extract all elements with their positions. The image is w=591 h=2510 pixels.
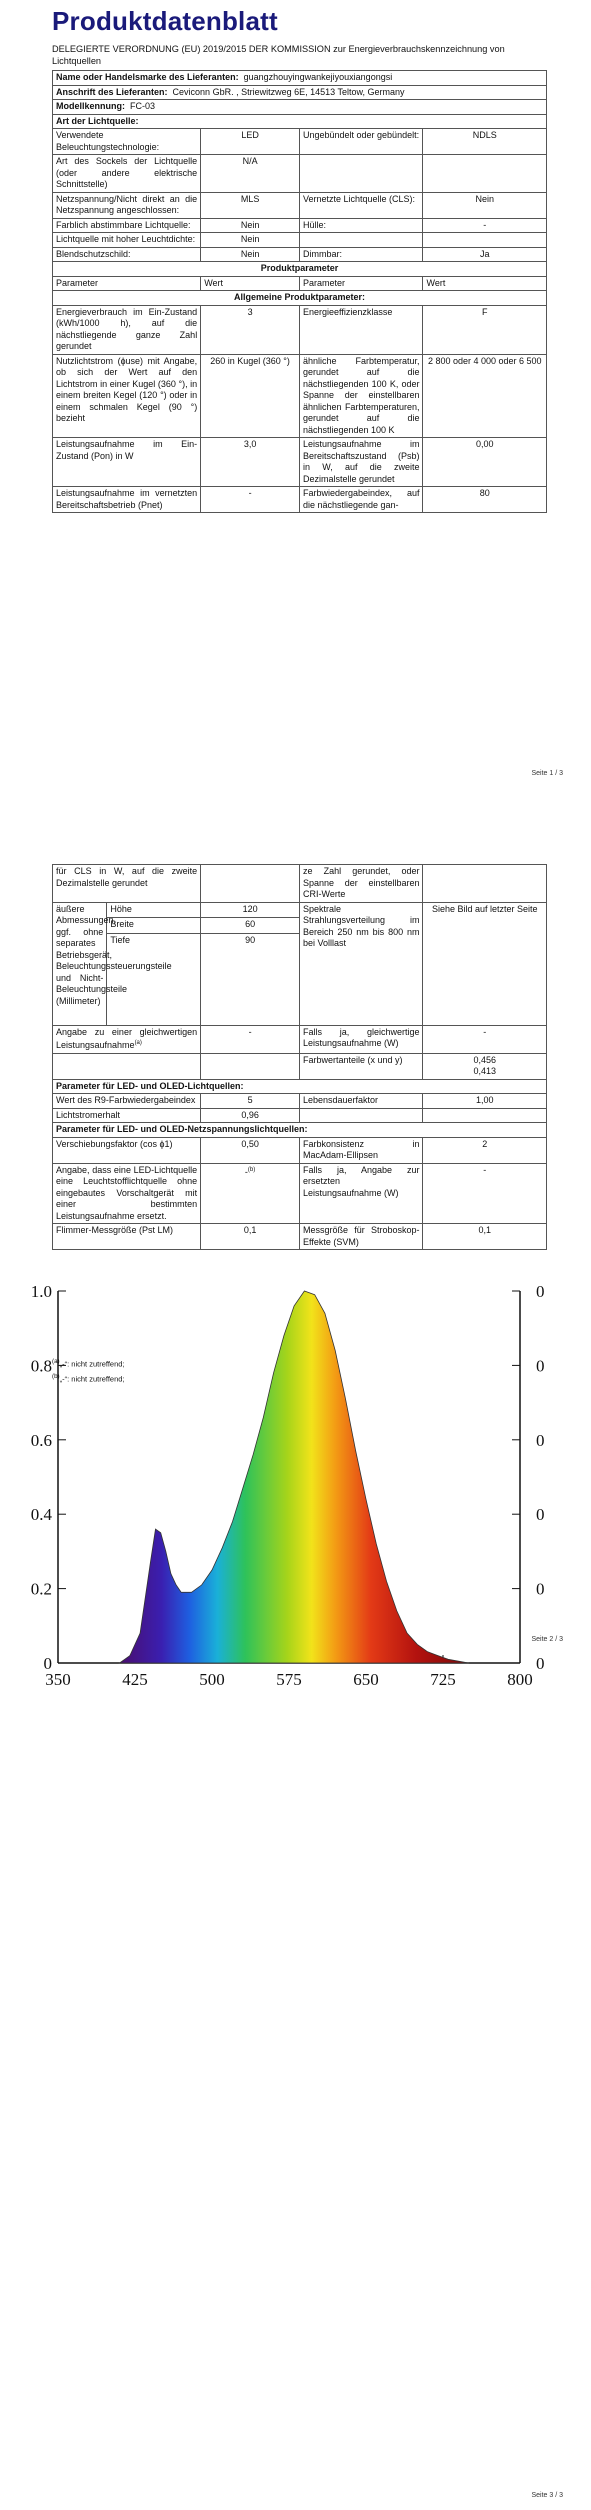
lamp-type-row [53,114,547,129]
mains-params-title-row [53,1123,547,1138]
spectrum-area [120,1291,469,1663]
table-row: Flimmer-Messgröße (Pst LM) 0,1 Messgröße für Stroboskop-Effekte (SVM) 0,1 [53,1224,547,1250]
table-row: Breite 60 [53,918,547,934]
data-table-page2 [52,864,547,1250]
right-tick-label: 0 [536,1430,545,1450]
led-params-title: Parameter für LED- und OLED-Lichtquellen: [53,1079,547,1094]
page-footer-1: Seite 1 / 3 [531,770,563,777]
page-title: Produktdatenblatt [52,6,278,36]
spectrum-chart [0,1285,591,1695]
table-row: Nutzlichtstrom (ɸuse) mit Angabe, ob sich der Wert auf den Lichtstrom in einer Kugel (360 °), in einem breiten Kegel (120 °) oder in einem schmalen Kegel (90 °) bezieht 260 in Kugel (360 °) ähnliche Farbtemperatur, gerundet auf die nächstliegenden 100 K, oder Spanne der einstellbaren ähnlichen Farbtemperaturen, gerundet auf die nächstliegenden 100 K 2 800 oder 4 000 oder 6 500 [53,354,547,438]
table-row: Farblich abstimmbare Lichtquelle: Nein Hülle: - [53,218,547,233]
col-header-value-2: Wert [423,276,547,291]
equivalent-power-row: Angabe zu einer gleichwertigen Leistungsaufnahme$^{(a)}$ - Falls ja, gleichwertige Leistungsaufnahme (W) - [53,1025,547,1053]
regulation-headline: DELEGIERTE VERORDNUNG (EU) 2019/2015 DER KOMMISSION zur Energieverbrauchskennzeichnung von Lichtquellen [52,44,505,66]
x-tick-label: 350 [45,1670,71,1689]
footnote-a: $^{(a)}$„-“: nicht zutreffend; [52,1358,125,1369]
chromaticity-row: Farbwertanteile (x und y) 0,456 0,413 [53,1053,547,1079]
address-label: Anschrift des Lieferanten: [56,86,168,97]
table-row: für CLS in W, auf die zweite Dezimalstelle gerundet ze Zahl gerundet, oder Spanne der einstellbaren CRI-Werte [53,865,547,903]
page-footer-2: Seite 2 / 3 [531,1636,563,1643]
x-tick-label: 650 [353,1670,379,1689]
table-row: Art des Sockels der Lichtquelle (oder andere elektrische Schnittstelle) N/A [53,155,547,193]
x-tick-label: 425 [122,1670,148,1689]
x-tick-label: 725 [430,1670,456,1689]
table-row: Blendschutzschild: Nein Dimmbar: Ja [53,247,547,262]
spectrum-svg [0,1285,591,1695]
model-row [53,100,547,115]
table-row: Verschiebungsfaktor (cos ɸ1) 0,50 Farbkonsistenz in MacAdam-Ellipsen 2 [53,1137,547,1163]
right-tick-label: 0 [536,1505,545,1525]
table-row: Leistungsaufnahme im Ein-Zustand (Pon) in W 3,0 Leistungsaufnahme im Bereitschaftszustand (Psb) in W, auf die zweite Dezimalstelle gerundet 0,00 [53,438,547,487]
mains-params-title: Parameter für LED- und OLED-Netzspannungslichtquellen: [53,1123,547,1138]
product-params-title-row [53,262,547,277]
dimensions-label: äußere Abmessungen, ggf. ohne separates Betriebsgerät, Beleuchtungssteuerungsteile und Nicht-Beleuchtungsteile (Millimeter) [53,902,107,1025]
dimensions-row: äußere Abmessungen, ggf. ohne separates Betriebsgerät, Beleuchtungssteuerungsteile und Nicht-Beleuchtungsteile (Millimeter) Höhe 120 Spektrale Strahlungsverteilung im Bereich 250 nm bis 800 nm bei Volllast Siehe Bild auf letzter Seite [53,902,547,918]
general-params-title-row [53,291,547,306]
address-row [53,85,547,100]
col-header-value: Wert [201,276,300,291]
data-table-page1 [52,70,547,513]
col-header-parameter-2: Parameter [299,276,423,291]
y-tick-label: 0.4 [30,1505,52,1525]
model-value: FC-03 [130,101,156,111]
address-value: Ceviconn GbR. , Striewitzweg 6E, 14513 Teltow, Germany [172,86,405,97]
y-tick-label: 0.2 [30,1579,52,1599]
supplier-name-value: guangzhouyingwankejiyouxiangongsi [243,72,393,82]
chart-plot [120,1291,469,1663]
table-row: Angabe, dass eine LED-Lichtquelle eine Leuchtstofflichtquelle ohne eingebautes Vorschaltgerät mit einer bestimmten Leistungsaufnahme ersetzt. -$^{(b)}$ Falls ja, Angabe zur ersetzten Leistungsaufnahme (W) - [53,1163,547,1224]
lamp-type-label: Art der Lichtquelle: [53,114,547,129]
general-params-title: Allgemeine Produktparameter: [53,291,547,306]
table-row: Lichtstromerhalt 0,96 [53,1108,547,1123]
y-tick-label: 0 [43,1654,52,1673]
table-row: Energieverbrauch im Ein-Zustand (kWh/1000 h), auf die nächstliegende ganze Zahl gerundet 3 Energieeffizienzklasse F [53,305,547,354]
table-header-row [53,276,547,291]
x-tick-label: 800 [507,1670,533,1689]
table-row: Wert des R9-Farbwiedergabeindex 5 Lebensdauerfaktor 1,00 [53,1094,547,1109]
product-params-title: Produktparameter [53,262,547,277]
table-row: Leistungsaufnahme im vernetzten Bereitschaftsbetrieb (Pnet) - Farbwiedergabeindex, auf die nächstliegende gan- 80 [53,487,547,513]
right-tick-label: 0 [536,1356,545,1376]
y-tick-label: 1.0 [30,1285,52,1301]
footnote-b: $^{(b)}$„-“: nicht zutreffend; [52,1372,125,1383]
x-tick-label: 575 [276,1670,302,1689]
right-tick-label: 0 [536,1579,545,1599]
right-tick-label: 0 [536,1654,545,1673]
page-1 [0,0,591,790]
col-header-parameter: Parameter [53,276,201,291]
table-row: Tiefe 90 [53,933,547,1025]
model-label: Modellkennung: [56,101,125,111]
x-tick-label: 500 [199,1670,225,1689]
right-tick-label: 0 [536,1285,545,1301]
supplier-name-row [53,71,547,86]
y-tick-label: 0.8 [30,1356,52,1376]
lamp-rows [53,129,547,262]
table-row: Verwendete Beleuchtungstechnologie: LED Ungebündelt oder gebündelt: NDLS [53,129,547,155]
page-footer-3: Seite 3 / 3 [531,2492,563,2499]
supplier-name-label: Name oder Handelsmarke des Lieferanten: [56,72,239,82]
table-row: Netzspannung/Nicht direkt an die Netzspannung angeschlossen: MLS Vernetzte Lichtquelle (CLS): Nein [53,192,547,218]
led-params-title-row [53,1079,547,1094]
table-row: Lichtquelle mit hoher Leuchtdichte: Nein [53,233,547,248]
y-tick-label: 0.6 [30,1430,52,1450]
